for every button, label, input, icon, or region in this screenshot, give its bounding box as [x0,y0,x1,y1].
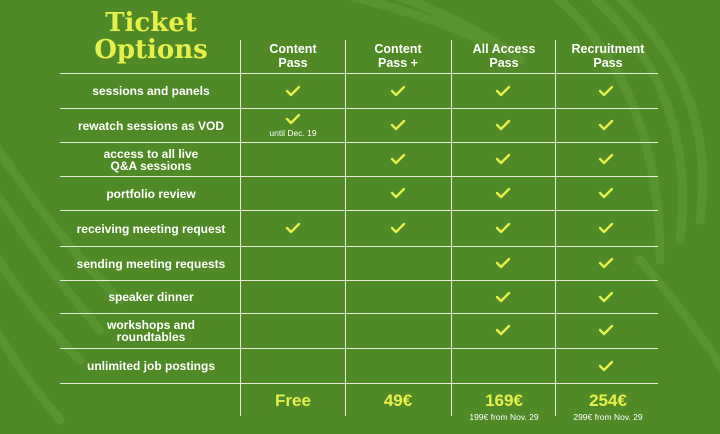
row-label-line-1: sessions and panels [92,84,210,98]
vod-availability-note: until Dec. 19 [269,128,317,138]
row-label-line-1: speaker dinner [108,290,194,304]
check-icon [495,324,511,336]
price-content-pass-plus: 49€ [383,391,413,410]
check-icon [390,222,406,234]
row-label-line-1: portfolio review [106,186,196,201]
price-content-pass: Free [275,391,311,410]
column-divider [345,40,346,416]
check-icon [390,187,406,199]
check-icon [285,222,301,234]
check-icon [285,85,301,97]
column-divider [451,40,452,416]
column-header-content-pass-plus [346,42,450,70]
check-icon [495,187,511,199]
row-label-line-2: Q&A sessions [110,158,192,173]
check-icon [598,291,614,303]
row-label-sending-meeting-requests [62,247,240,280]
column-header-line-2: Pass [489,56,519,70]
row-divider [60,383,658,384]
row-label-line-2: roundtables [116,330,186,344]
check-icon [495,85,511,97]
row-label-line-1: unlimited job postings [87,359,215,373]
check-icon [598,360,614,372]
check-icon [598,324,614,336]
title-line-1: Ticket [105,8,197,38]
row-label-line-1: sending meeting requests [76,256,226,271]
check-icon [495,222,511,234]
row-label-unlimited-job-postings [62,349,240,383]
ticket-options-title [62,10,240,64]
check-icon [285,113,301,125]
check-icon [598,222,614,234]
check-icon [495,291,511,303]
check-icon [495,257,511,269]
column-header-line-2: Pass [278,56,308,70]
column-header-line-1: Content [374,42,422,56]
row-label-line-1: rewatch sessions as VOD [77,118,225,133]
column-header-line-2: Pass + [378,56,418,70]
column-header-content-pass [241,42,345,70]
check-icon [390,153,406,165]
column-header-recruitment-pass [556,42,660,70]
price-note-all-access: 199€ from Nov. 29 [469,412,539,422]
row-label-sessions-and-panels [62,74,240,108]
row-label-line-1: workshops and [106,318,195,332]
check-icon [598,257,614,269]
row-label-rewatch-vod [62,109,240,142]
check-icon [598,153,614,165]
check-icon [390,119,406,131]
column-header-line-1: Content [269,42,317,56]
check-icon [598,85,614,97]
row-label-line-1: receiving meeting request [76,221,226,236]
check-icon [598,119,614,131]
row-label-portfolio-review [62,177,240,210]
row-label-workshops-roundtables [62,314,240,348]
column-header-line-1: Recruitment [571,42,645,56]
row-label-live-qa [62,143,240,176]
column-divider [240,40,241,416]
price-note-recruitment: 299€ from Nov. 29 [573,412,643,422]
check-icon [495,119,511,131]
price-all-access-pass: 169€ [485,391,523,410]
row-label-line-1: access to all live [103,146,199,161]
column-header-line-2: Pass [593,56,623,70]
check-icon [390,85,406,97]
column-header-all-access-pass [452,42,556,70]
column-header-line-1: All Access [472,42,536,56]
column-divider [555,40,556,416]
check-icon [495,153,511,165]
title-line-2: Options [94,35,208,65]
check-icon [598,187,614,199]
price-recruitment-pass: 254€ [589,391,627,410]
row-label-speaker-dinner [62,281,240,313]
row-label-receiving-meeting-request [62,211,240,246]
